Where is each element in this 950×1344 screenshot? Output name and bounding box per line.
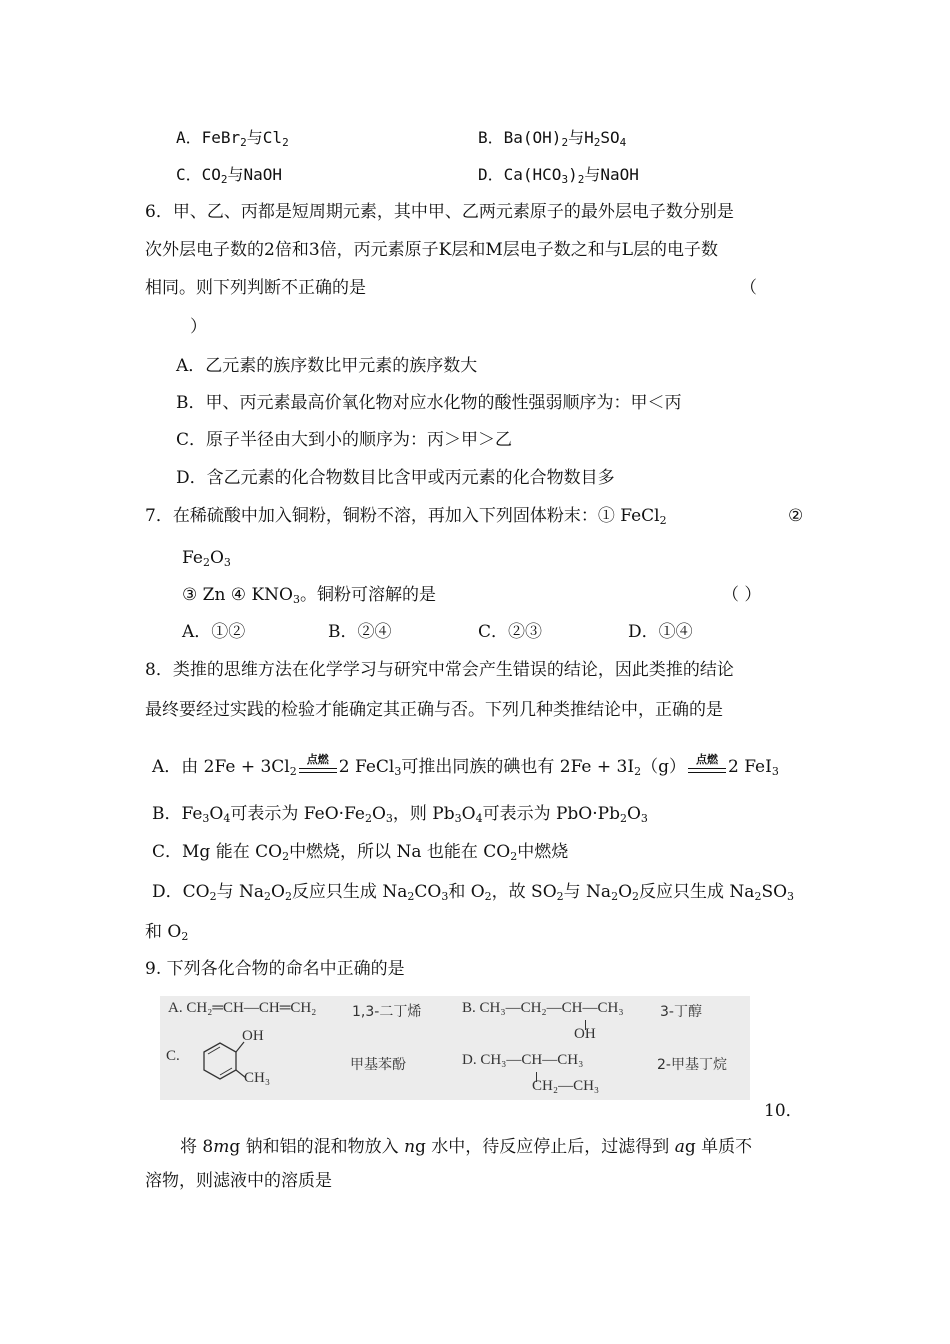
q7-line-1: 7．在稀硫酸中加入铜粉，铜粉不溶，再加入下列固体粉末：① FeCl$_2$: [145, 506, 667, 527]
reaction-arrow-ignite: 点燃: [688, 757, 726, 779]
q9-d-name: 2-甲基丁烷: [657, 1057, 727, 1073]
q7-option-d: D．①④: [628, 622, 693, 642]
q7-line-1-tail: ②: [788, 506, 804, 526]
q8-option-a: A．由 $2Fe + 3Cl_2$ 点燃 2 FeCl$_3$可推出同族的碘也有 $2Fe + 3I_2(g)$ 点燃 2 FeI$_3$: [152, 752, 779, 778]
q9-b-formula: B. CH₃—CH₂—CH—CH₃: [462, 1000, 624, 1016]
q9-b-name: 3-丁醇: [660, 1004, 702, 1020]
q10-line-2: 溶物，则滤液中的溶质是: [145, 1171, 332, 1191]
q7-line-2: $Fe_2O_3$: [182, 548, 231, 569]
q8-line-2: 最终要经过实践的检验才能确定其正确与否。下列几种类推结论中，正确的是: [145, 700, 723, 720]
q10-number: 10．: [764, 1101, 803, 1121]
q6-option-a: A．乙元素的族序数比甲元素的族序数大: [176, 356, 478, 376]
q9-c-label: C.: [166, 1048, 180, 1064]
q6-option-b: B．甲、丙元素最高价氧化物对应水化物的酸性强弱顺序为：甲＜丙: [176, 393, 682, 413]
q9-title: 9. 下列各化合物的命名中正确的是: [145, 959, 405, 979]
q8-option-c: C．Mg 能在 $CO_2$中燃烧，所以 Na 也能在 $CO_2$中燃烧: [152, 842, 569, 863]
q9-c-name: 甲基苯酚: [350, 1057, 406, 1073]
q5-option-d: D．$Ca(HCO_3)_2$与NaOH: [478, 165, 639, 186]
q9-b-oh: OH: [574, 1026, 596, 1042]
q6-line-2: 次外层电子数的2倍和3倍，丙元素原子K层和M层电子数之和与L层的电子数: [145, 240, 719, 260]
q10-line-1: 将 8mg 钠和铝的混和物放入 ng 水中，待反应停止后，过滤得到 ag 单质不: [180, 1137, 753, 1157]
q5-option-a: A．FeBr$_2$与$Cl_2$: [176, 128, 289, 149]
q5-option-b: B．$Ba(OH)_2$与$H_2SO_4$: [478, 128, 627, 149]
q7-option-b: B．②④: [328, 622, 392, 642]
q6-answer-paren-open: （: [740, 278, 757, 298]
q7-option-a: A．①②: [182, 622, 246, 642]
q8-option-d: D．$CO_2$与 $Na_2O_2$反应只生成 $Na_2CO_3$和 $O_2$，故 $SO_2$与 $Na_2O_2$反应只生成 $Na_2SO_3$: [152, 882, 795, 903]
q9-d-formula: D. CH₃—CH—CH₃: [462, 1052, 584, 1068]
q9-d-branch: CH₂—CH₃: [532, 1078, 600, 1094]
q6-option-c: C．原子半径由大到小的顺序为：丙＞甲＞乙: [176, 430, 513, 450]
q6-option-d: D．含乙元素的化合物数目比含甲或丙元素的化合物数目多: [176, 468, 615, 488]
reaction-arrow-ignite: 点燃: [299, 757, 337, 779]
q9-structures-figure: [160, 996, 750, 1100]
q6-answer-paren-close: ）: [190, 317, 207, 337]
q6-line-1: 6．甲、乙、丙都是短周期元素，其中甲、乙两元素原子的最外层电子数分别是: [145, 202, 734, 222]
q9-c-ch3: CH₃: [244, 1070, 271, 1086]
q5-option-c: C．$CO_2$与NaOH: [176, 165, 283, 186]
q8-option-b: B．$Fe_3O_4$可表示为 $FeO\cdot Fe_2O_3$，则 $Pb_3O_4$可表示为 $PbO\cdot Pb_2O_3$: [152, 804, 648, 825]
q8-option-d-cont: 和 $O_2$: [145, 922, 189, 943]
q9-a-name: 1,3-二丁烯: [352, 1004, 422, 1020]
q7-answer-paren: （ ）: [722, 585, 762, 605]
q9-a-formula: A. CH₂═CH—CH═CH₂: [168, 1000, 317, 1016]
q8-line-1: 8．类推的思维方法在化学学习与研究中常会产生错误的结论，因此类推的结论: [145, 660, 734, 680]
q7-option-c: C．②③: [478, 622, 543, 642]
q7-line-3: ③ Zn ④ $KNO_3$。铜粉可溶解的是: [182, 585, 436, 606]
q6-line-3: 相同。则下列判断不正确的是: [145, 278, 366, 298]
q9-c-oh: OH: [242, 1028, 264, 1044]
